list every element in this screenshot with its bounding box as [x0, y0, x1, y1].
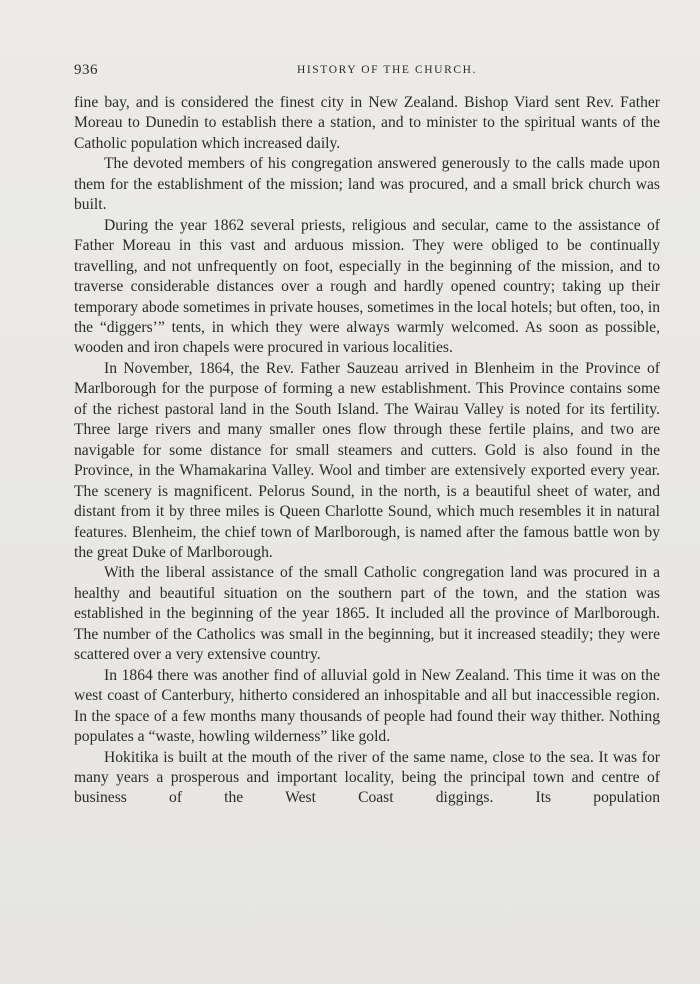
paragraph: During the year 1862 several priests, religious and secular, came to the assistance of Father Moreau in this vast and arduous mission. They were obliged to be continually travelling, and not unfrequently on foot, especially in the beginning of the mission, and to traverse considerable distances over a rough and hardly opened country; taking up their temporary abode sometimes in private houses, sometimes in the local hotels; but often, too, in the “diggers’” tents, in which they were always warmly welcomed. As soon as possible, wooden and iron chapels were procured in various localities.	[74, 216, 660, 357]
paragraph: The devoted members of his congregation answered generously to the calls made upon them for the establishment of the mission; land was procured, and a small brick church was built.	[74, 155, 660, 214]
paragraph: In November, 1864, the Rev. Father Sauzeau arrived in Blenheim in the Province of Marlborough for the purpose of forming a new establishment. This Province contains some of the richest pastoral land in the South Island. The Wairau Valley is noted for its fertility. Three large rivers and many smaller ones flow through these fertile plains, and two are navigable for some distance for small steamers and cutters. Gold is also found in the Province, in the Whamakarina Valley. Wool and timber are extensively exported every year. The scenery is magnificent. Pelorus Sound, in the north, is a beautiful sheet of water, and distant from it by three miles is Queen Charlotte Sound, which much resembles it in natural features. Blenheim, the chief town of Marlborough, is named after the famous battle won by the great Duke of Marlborough.	[74, 359, 660, 561]
body-text	[74, 93, 660, 809]
running-head: HISTORY OF THE CHURCH.	[296, 64, 478, 76]
page-header	[74, 62, 660, 82]
paragraph: In 1864 there was another find of alluvial gold in New Zealand. This time it was on the west coast of Canterbury, hitherto considered an inhospitable and all but inaccessible region. In the space of a few months many thousands of people had found their way thither. Nothing populates a “waste, howling wilderness” like gold.	[74, 666, 660, 746]
page-number: 936	[74, 62, 98, 78]
paragraph: Hokitika is built at the mouth of the river of the same name, close to the sea. It was for many years a prosperous and important locality, being the principal town and centre of business of the West Coast diggings. Its population	[74, 748, 660, 807]
paragraph: With the liberal assistance of the small Catholic congregation land was procured in a healthy and beautiful situation on the southern part of the town, and the station was established in the beginning of the year 1865. It included all the province of Marlborough. The number of the Catholics was small in the beginning, but it increased steadily; they were scattered over a very extensive country.	[74, 564, 660, 664]
paragraph: fine bay, and is considered the finest city in New Zealand. Bishop Viard sent Rev. Father Moreau to Dunedin to establish there a station, and to minister to the spiritual wants of the Catholic population which increased daily.	[74, 94, 660, 152]
